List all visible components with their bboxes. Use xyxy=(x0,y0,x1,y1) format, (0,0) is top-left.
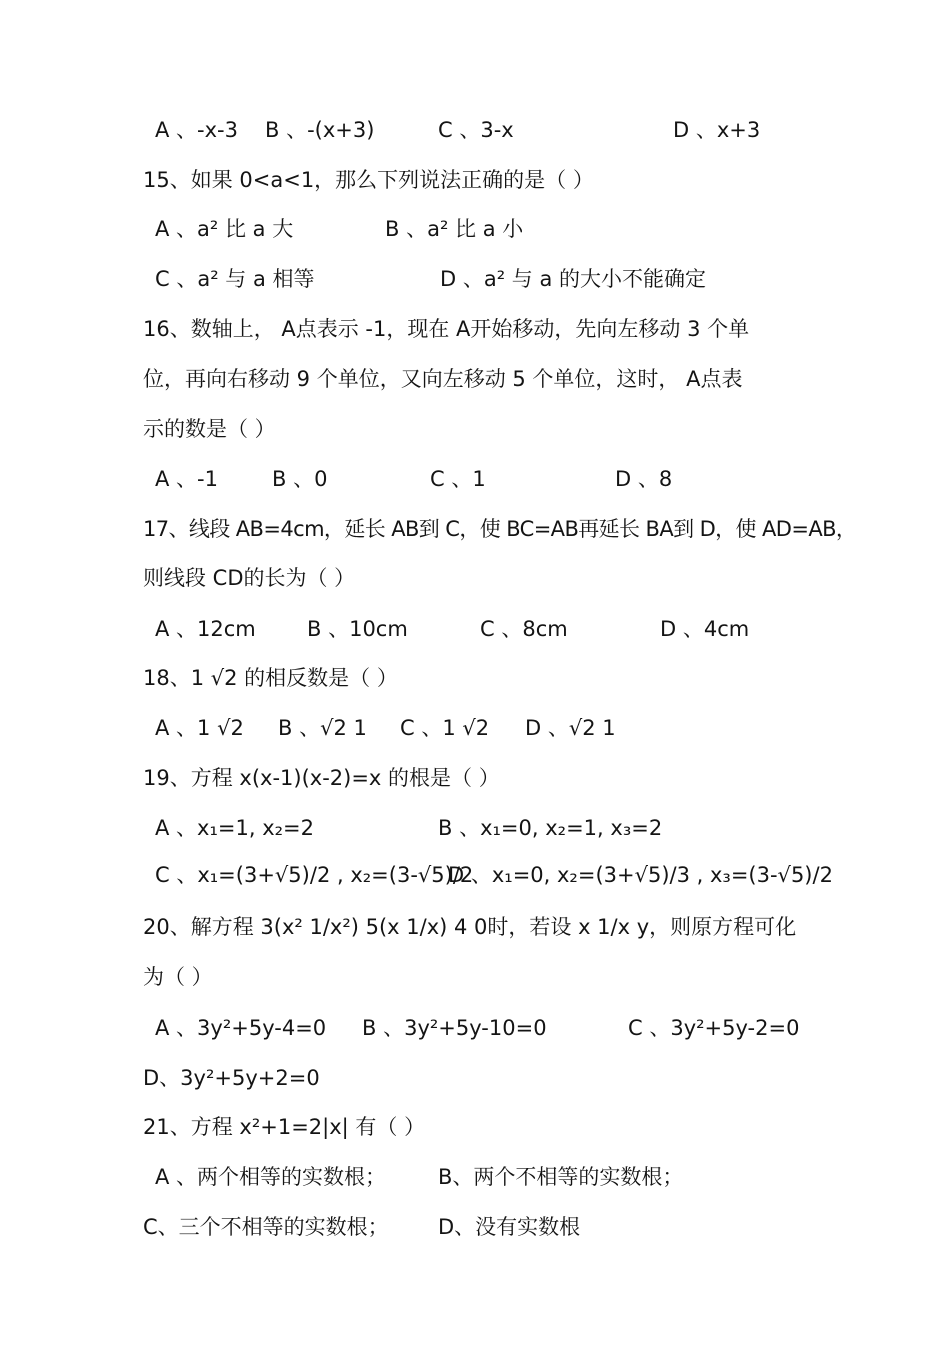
q14-options xyxy=(0,105,950,155)
q16-stem-2: 位，再向右移动 9 个单位，又向左移动 5 个单位，这时， A点表 xyxy=(143,367,743,391)
q17-option-c: C 、8cm xyxy=(480,617,568,641)
q16-stem-line-3 xyxy=(0,404,950,454)
q19-options-ab xyxy=(0,803,950,853)
q21-stem-line xyxy=(0,1102,950,1152)
q17-option-d: D 、4cm xyxy=(660,617,750,641)
q16-option-c: C 、1 xyxy=(430,467,486,491)
q19-stem-line xyxy=(0,753,950,803)
q20-stem-1: 20、解方程 3(x² 1/x²) 5(x 1/x) 4 0时，若设 x 1/x y，则原方程可化 xyxy=(143,915,797,939)
q21-option-a: A 、两个相等的实数根； xyxy=(155,1165,387,1189)
q16-options xyxy=(0,454,950,504)
q18-option-b: B 、√2 1 xyxy=(278,716,367,740)
q18-option-c: C 、1 √2 xyxy=(400,716,490,740)
q20-option-b: B 、3y²+5y-10=0 xyxy=(362,1016,547,1040)
q17-stem-line-1 xyxy=(0,504,950,554)
q16-option-b: B 、0 xyxy=(272,467,328,491)
q17-option-b: B 、10cm xyxy=(307,617,408,641)
q21-option-d: D、没有实数根 xyxy=(438,1215,581,1239)
q18-stem: 18、1 √2 的相反数是（ ） xyxy=(143,666,398,690)
q14-option-d: D 、x+3 xyxy=(673,118,761,142)
q20-option-a: A 、3y²+5y-4=0 xyxy=(155,1016,327,1040)
q19-option-a: A 、x₁=1, x₂=2 xyxy=(155,816,314,840)
q14-option-c: C 、3-x xyxy=(438,118,514,142)
q19-option-b: B 、x₁=0, x₂=1, x₃=2 xyxy=(438,816,663,840)
q19-options-cd xyxy=(0,850,950,900)
q18-option-a: A 、1 √2 xyxy=(155,716,244,740)
q15-option-c: C 、a² 与 a 相等 xyxy=(155,267,315,291)
q16-stem-line-2 xyxy=(0,354,950,404)
q21-option-b: B、两个不相等的实数根； xyxy=(438,1165,684,1189)
q15-stem-line xyxy=(0,155,950,205)
q21-options-cd xyxy=(0,1202,950,1252)
q20-stem-line-2 xyxy=(0,952,950,1002)
q16-option-d: D 、8 xyxy=(615,467,673,491)
q21-options-ab xyxy=(0,1152,950,1202)
q20-options xyxy=(0,1003,950,1053)
q18-option-d: D 、√2 1 xyxy=(525,716,616,740)
q20-option-d-line xyxy=(0,1053,950,1103)
q16-option-a: A 、-1 xyxy=(155,467,218,491)
q17-option-a: A 、12cm xyxy=(155,617,256,641)
q20-option-c: C 、3y²+5y-2=0 xyxy=(628,1016,800,1040)
q14-option-a: A 、-x-3 xyxy=(155,118,238,142)
q15-option-b: B 、a² 比 a 小 xyxy=(385,217,524,241)
q18-stem-line xyxy=(0,653,950,703)
q15-option-d: D 、a² 与 a 的大小不能确定 xyxy=(440,267,707,291)
q17-stem-line-2 xyxy=(0,553,950,603)
q15-option-a: A 、a² 比 a 大 xyxy=(155,217,294,241)
q20-stem-line-1 xyxy=(0,902,950,952)
q20-stem-2: 为（ ） xyxy=(143,965,213,989)
q15-options-cd xyxy=(0,254,950,304)
q18-options xyxy=(0,703,950,753)
q17-stem-2: 则线段 CD的长为（ ） xyxy=(143,566,356,590)
q17-stem-1: 17、线段 AB=4cm，延长 AB到 C，使 BC=AB再延长 BA到 D，使 AD=AB， xyxy=(143,517,857,541)
q16-stem-1: 16、数轴上， A点表示 -1，现在 A开始移动，先向左移动 3 个单 xyxy=(143,317,750,341)
q19-stem: 19、方程 x(x-1)(x-2)=x 的根是（ ） xyxy=(143,766,500,790)
q15-options-ab xyxy=(0,204,950,254)
q21-option-c: C、三个不相等的实数根； xyxy=(143,1215,389,1239)
q14-option-b: B 、-(x+3) xyxy=(265,118,375,142)
q16-stem-line-1 xyxy=(0,304,950,354)
q15-stem: 15、如果 0<a<1，那么下列说法正确的是（ ） xyxy=(143,168,594,192)
q17-options xyxy=(0,604,950,654)
q16-stem-3: 示的数是（ ） xyxy=(143,417,276,441)
q21-stem: 21、方程 x²+1=2|x| 有（ ） xyxy=(143,1115,426,1139)
q19-option-c: C 、x₁=(3+√5)/2 , x₂=(3-√5)/2 xyxy=(155,863,474,887)
q20-option-d: D、3y²+5y+2=0 xyxy=(143,1066,320,1090)
q19-option-d: D 、x₁=0, x₂=(3+√5)/3 , x₃=(3-√5)/2 xyxy=(448,863,833,887)
